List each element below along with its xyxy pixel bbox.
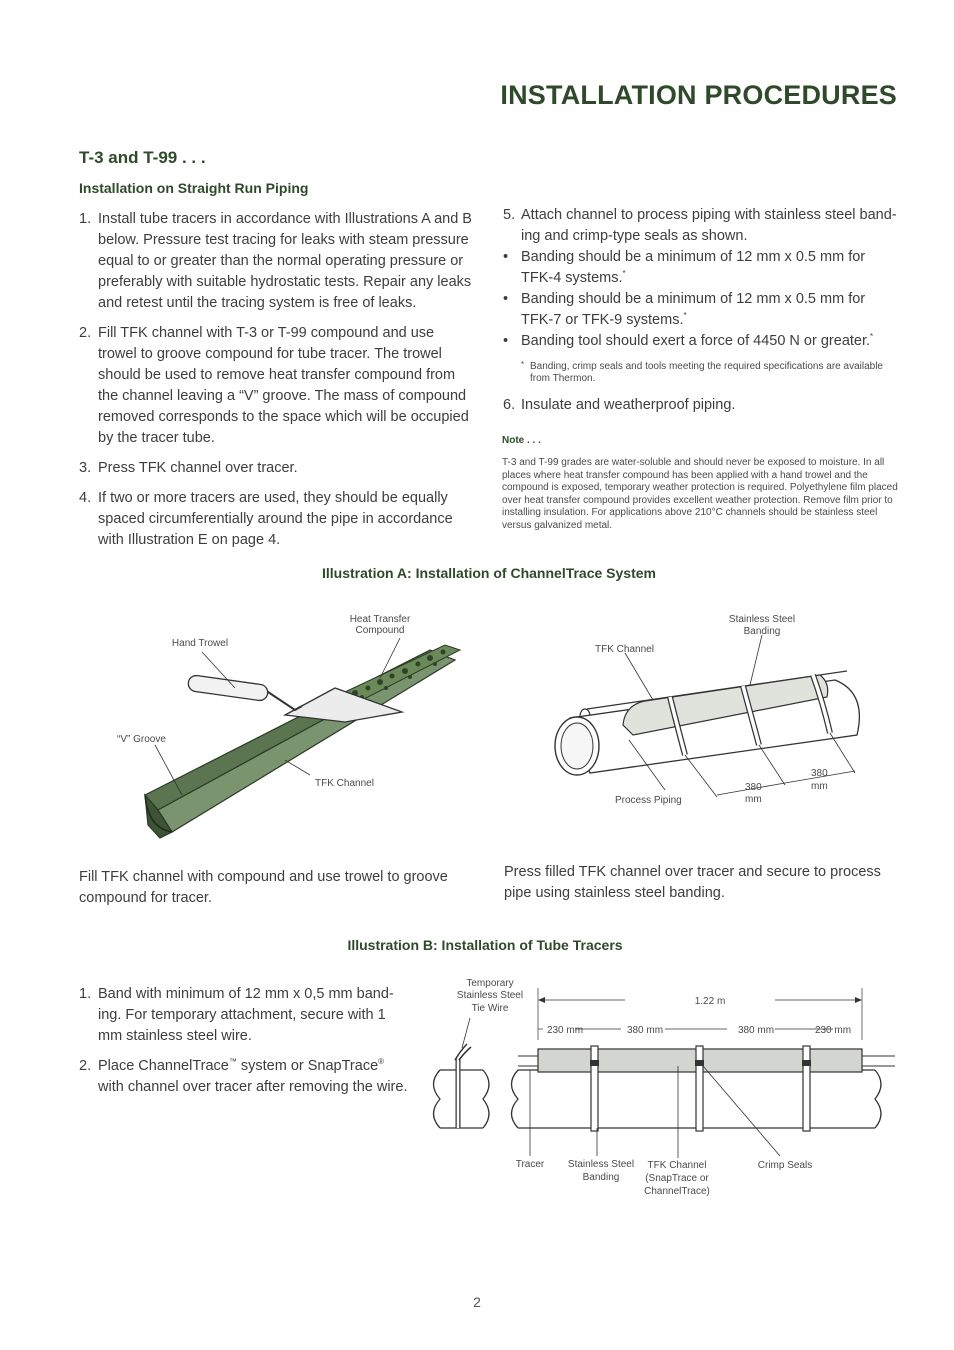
step-1: 1. Install tube tracers in accordance with Illustrations A and B below. Pressure test tracing for leaks with steam pressure equal to or greater than the normal operating pressure or preferably with suitable hydrostatic tests. Repair any leaks and retest until the tracing system is free of leaks.: [79, 211, 472, 311]
page-number: 2: [473, 1294, 481, 1310]
label-dim-4: 230 mm: [814, 1025, 852, 1036]
label-dim-a-2: mm: [745, 794, 762, 805]
step-4: 4. If two or more tracers are used, they should be equally spaced circumferentially around the pipe in accordance with Illustration E on page 4.: [79, 490, 453, 548]
label-banding-1: Stainless Steel: [728, 614, 796, 625]
label-dim-b-2: mm: [811, 781, 828, 792]
label-tfk-1: TFK Channel: [647, 1160, 707, 1171]
label-tfk-3: ChannelTrace): [644, 1186, 710, 1197]
bullet-3: • Banding tool should exert a force of 4450 N or greater.*: [503, 332, 874, 349]
step-2: 2. Fill TFK channel with T-3 or T-99 compound and use trowel to groove compound for tube tracer. The trowel should be used to remove heat transfer compound from the channel leaving a “V” groove. The mass of compound removed corresponds to the space which will be occupied by the tracer tube.: [79, 325, 469, 446]
label-hand-trowel: Hand Trowel: [171, 638, 229, 649]
label-band-1: Stainless Steel: [567, 1159, 635, 1170]
step-6: 6. Insulate and weatherproof piping.: [503, 397, 736, 413]
label-heat-transfer-2: Compound: [355, 625, 405, 636]
label-total-length: 1.22 m: [694, 996, 726, 1007]
label-tfk-2: (SnapTrace or: [645, 1173, 709, 1184]
subsection-heading: Installation on Straight Run Piping: [79, 180, 309, 196]
label-band-2: Banding: [582, 1172, 620, 1183]
illustration-a-left-description: Fill TFK channel with compound and use trowel to groove compound for tracer.: [79, 869, 448, 906]
illustration-b-caption: Illustration B: Installation of Tube Tracers: [347, 937, 623, 953]
bullet-1: • Banding should be a minimum of 12 mm x 0.5 mm for TFK-4 systems.*: [503, 249, 866, 286]
illustration-a-right-description: Press filled TFK channel over tracer and secure to process pipe using stainless steel banding.: [504, 864, 881, 901]
label-banding-2: Banding: [743, 626, 781, 637]
label-dim-b-1: 380: [811, 768, 828, 779]
bullet-2: • Banding should be a minimum of 12 mm x 0.5 mm for TFK-7 or TFK-9 systems.*: [503, 291, 866, 328]
label-tracer: Tracer: [515, 1159, 545, 1170]
label-crimp-seals: Crimp Seals: [757, 1160, 813, 1171]
right-column: [502, 205, 898, 533]
label-dim-a-1: 380: [745, 782, 762, 793]
label-process-piping: Process Piping: [615, 795, 682, 806]
label-dim-2: 380 mm: [626, 1025, 664, 1036]
label-tfk-channel-a: TFK Channel: [315, 778, 374, 789]
label-tfk-channel-pipe: TFK Channel: [595, 644, 654, 655]
illustration-a-caption: Illustration A: Installation of ChannelTrace System: [322, 565, 656, 581]
pipe-banding-illustration: [545, 605, 875, 820]
b-step-1: 1. Band with minimum of 12 mm x 0,5 mm band-ing. For temporary attachment, secure with 1 mm stainless steel wire.: [79, 986, 394, 1044]
trowel-handle: [187, 675, 268, 702]
section-heading: T-3 and T-99 . . .: [79, 148, 206, 167]
note-text: T-3 and T-99 grades are water-soluble and should never be exposed to moisture. In all places where heat transfer compound has been applied with a hand trowel and the compound is exposed, temporary weather protection is required. Polyethylene film placed over heat transfer compound provides excellent weather protection. Remove film prior to installing insulation. For applications above 210°C channels should be stainless steel versus galvanized metal.: [502, 457, 898, 531]
tube-tracer-illustration: [425, 970, 905, 1205]
left-steps: [79, 209, 475, 560]
label-heat-transfer-1: Heat Transfer: [349, 614, 411, 625]
label-temp-3: Tie Wire: [471, 1003, 509, 1014]
label-dim-3: 380 mm: [737, 1025, 775, 1036]
note-heading: Note . . .: [502, 435, 541, 446]
step-5: 5. Attach channel to process piping with stainless steel band-ing and crimp-type seals as shown.: [503, 207, 897, 244]
label-temp-1: Temporary: [466, 978, 514, 989]
step-3: 3. Press TFK channel over tracer.: [79, 460, 298, 476]
trowel-channel-illustration: [100, 600, 480, 850]
page-title: INSTALLATION PROCEDURES: [500, 80, 897, 110]
footnote: * Banding, crimp seals and tools meeting the required specifications are available from Thermon.: [521, 360, 883, 384]
label-v-groove: “V” Groove: [117, 734, 166, 745]
illustration-b-steps: [79, 984, 409, 1107]
label-temp-2: Stainless Steel: [456, 990, 524, 1001]
b-step-2: 2. Place ChannelTrace™ system or SnapTrace® with channel over tracer after removing the wire.: [79, 1057, 408, 1095]
label-dim-1: 230 mm: [546, 1025, 584, 1036]
